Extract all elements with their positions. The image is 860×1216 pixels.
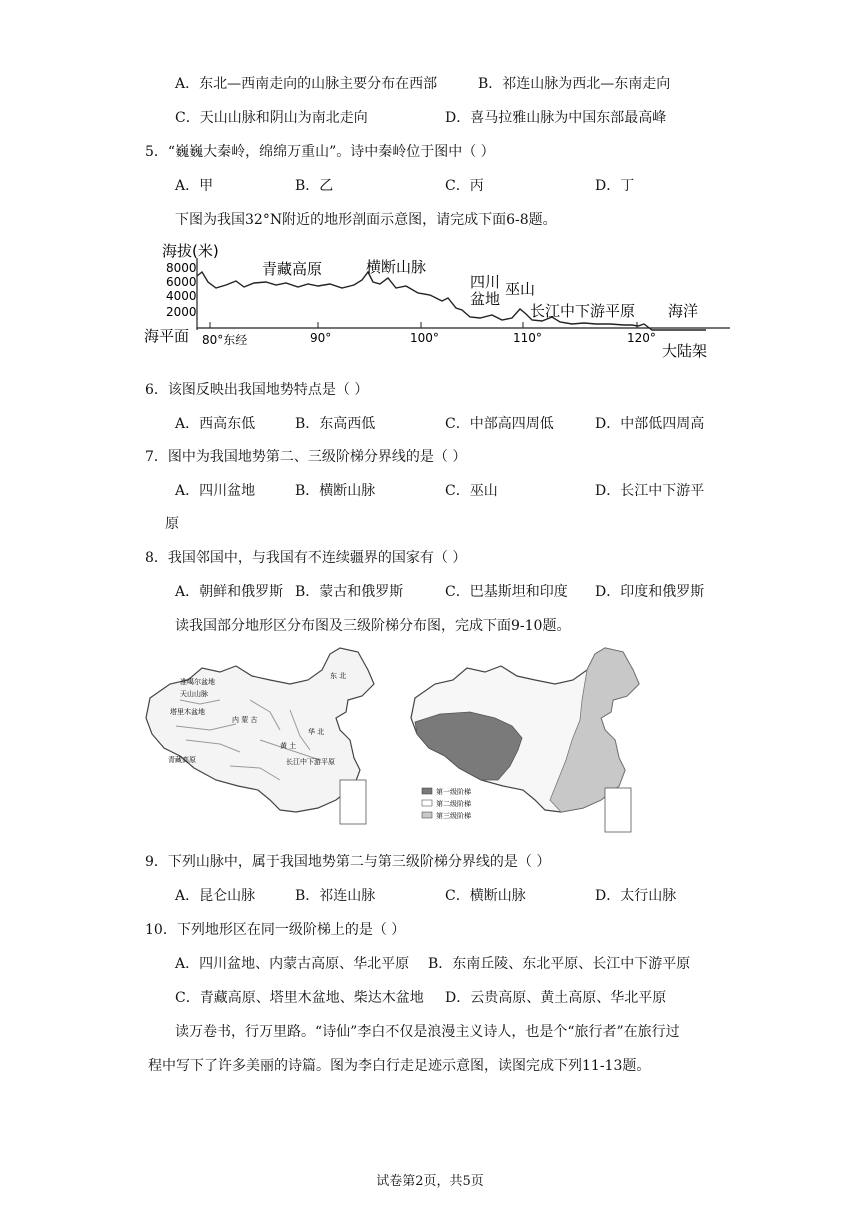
terrain-maps-figure xyxy=(140,640,680,840)
xtick-90: 90° xyxy=(310,331,332,345)
label-sichuan-1: 四川 xyxy=(470,273,501,291)
profile-ylabel: 海拔(米) xyxy=(162,242,219,260)
label-changjiang-map: 长江中下游平原 xyxy=(286,758,335,766)
ytick-2000: 2000 xyxy=(166,305,197,319)
terrain-profile-figure xyxy=(140,238,732,366)
q8-option-b: B．蒙古和俄罗斯 xyxy=(295,584,404,600)
ytick-8000: 8000 xyxy=(166,261,197,275)
q7-option-c: C．巫山 xyxy=(445,483,498,499)
label-hengduan: 横断山脉 xyxy=(366,258,427,276)
xtick-120: 120° xyxy=(627,331,656,345)
q10-option-d: D．云贵高原、黄土高原、华北平原 xyxy=(445,990,667,1006)
page-footer: 试卷第2页，共5页 xyxy=(376,1174,484,1189)
q9-stem: 9．下列山脉中，属于我国地势第二与第三级阶梯分界线的是（ ） xyxy=(145,854,551,870)
q5-option-a: A．甲 xyxy=(175,178,214,194)
intro-11-13-line2: 程中写下了许多美丽的诗篇。图为李白行走足迹示意图，读图完成下列11-13题。 xyxy=(148,1058,651,1074)
terrain-region-map xyxy=(146,648,374,824)
legend-swatch-step3 xyxy=(422,812,432,818)
q10-option-b: B．东南丘陵、东北平原、长江中下游平原 xyxy=(428,956,691,972)
xtick-100: 100° xyxy=(410,331,439,345)
q8-option-a: A．朝鲜和俄罗斯 xyxy=(175,584,284,600)
q5-stem: 5．“巍巍大秦岭，绵绵万重山”。诗中秦岭位于图中（ ） xyxy=(145,144,495,160)
label-dongbei: 东 北 xyxy=(330,672,347,680)
ytick-6000: 6000 xyxy=(166,275,197,289)
legend-swatch-step1 xyxy=(422,788,432,794)
legend-step1: 第一级阶梯 xyxy=(436,788,471,796)
label-wushan: 巫山 xyxy=(505,280,536,298)
q4-option-c: C．天山山脉和阴山为南北走向 xyxy=(175,110,368,126)
label-shelf: 大陆架 xyxy=(662,342,708,360)
intro-9-10: 读我国部分地形区分布图及三级阶梯分布图，完成下面9-10题。 xyxy=(175,618,571,634)
q8-option-c: C．巴基斯坦和印度 xyxy=(445,584,568,600)
q6-option-d: D．中部低四周高 xyxy=(595,416,705,432)
q9-option-d: D．太行山脉 xyxy=(595,888,677,904)
q4-option-a: A．东北—西南走向的山脉主要分布在西部 xyxy=(175,76,438,92)
south-sea-inset-map2 xyxy=(605,788,631,832)
q6-option-b: B．东高西低 xyxy=(295,416,376,432)
q9-option-c: C．横断山脉 xyxy=(445,888,526,904)
legend-swatch-step2 xyxy=(422,800,432,806)
q5-option-d: D．丁 xyxy=(595,178,635,194)
terrain-profile-line xyxy=(197,272,706,330)
south-sea-inset-map1 xyxy=(340,780,366,824)
label-sichuan-2: 盆地 xyxy=(470,290,501,308)
label-tarim: 塔里木盆地 xyxy=(170,708,205,716)
label-ocean: 海洋 xyxy=(668,302,699,320)
q7-option-b: B．横断山脉 xyxy=(295,483,376,499)
q6-option-c: C．中部高四周低 xyxy=(445,416,554,432)
q7-option-a: A．四川盆地 xyxy=(175,483,256,499)
q6-stem: 6．该图反映出我国地势特点是（ ） xyxy=(145,382,369,398)
q10-option-a: A．四川盆地、内蒙古高原、华北平原 xyxy=(175,956,410,972)
q5-option-c: C．丙 xyxy=(445,178,484,194)
label-junggar: 准噶尔盆地 xyxy=(180,678,215,686)
sea-level-label: 海平面 xyxy=(144,327,190,345)
q4-option-b: B．祁连山脉为西北—东南走向 xyxy=(478,76,671,92)
q9-option-a: A．昆仑山脉 xyxy=(175,888,256,904)
q8-option-d: D．印度和俄罗斯 xyxy=(595,584,705,600)
ytick-4000: 4000 xyxy=(166,289,197,303)
legend-step2: 第二级阶梯 xyxy=(436,800,471,808)
q8-stem: 8．我国邻国中，与我国有不连续疆界的国家有（ ） xyxy=(145,550,467,566)
q7-stem: 7．图中为我国地势第二、三级阶梯分界线的是（ ） xyxy=(145,449,467,465)
q7-option-d-continued: 原 xyxy=(165,516,179,532)
label-tianshan: 天山山脉 xyxy=(180,690,208,698)
label-neimeng: 内 蒙 古 xyxy=(232,716,258,724)
q7-option-d: D．长江中下游平 xyxy=(595,483,705,499)
three-step-map xyxy=(411,648,639,832)
q10-option-c: C．青藏高原、塔里木盆地、柴达木盆地 xyxy=(175,990,424,1006)
intro-6-8: 下图为我国32°N附近的地形剖面示意图，请完成下面6-8题。 xyxy=(175,212,557,228)
xtick-110: 110° xyxy=(513,331,542,345)
q10-stem: 10．下列地形区在同一级阶梯上的是（ ） xyxy=(145,922,406,938)
label-qingzang-map: 青藏高原 xyxy=(168,756,196,764)
q4-option-d: D．喜马拉雅山脉为中国东部最高峰 xyxy=(445,110,667,126)
label-huabei: 华 北 xyxy=(308,728,325,736)
q5-option-b: B．乙 xyxy=(295,178,334,194)
label-qingzang: 青藏高原 xyxy=(262,260,323,278)
q6-option-a: A．西高东低 xyxy=(175,416,256,432)
label-huangtu: 黄 土 xyxy=(280,742,297,750)
q9-option-b: B．祁连山脉 xyxy=(295,888,376,904)
intro-11-13-line1: 读万卷书，行万里路。“诗仙”李白不仅是浪漫主义诗人，也是个“旅行者”在旅行过 xyxy=(175,1024,680,1040)
label-changjiang: 长江中下游平原 xyxy=(530,302,636,320)
xtick-80: 80°东经 xyxy=(202,333,248,347)
legend-step3: 第三级阶梯 xyxy=(436,812,471,820)
